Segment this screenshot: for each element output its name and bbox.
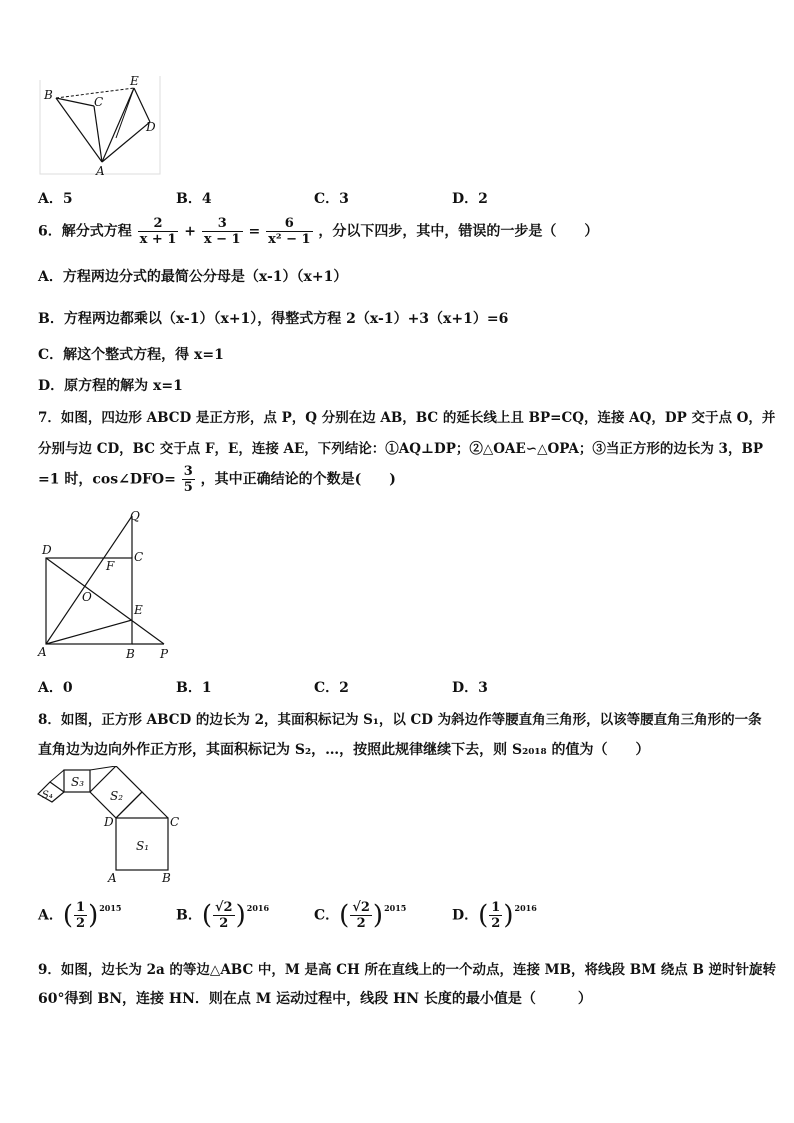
- q6-option-a: A．方程两边分式的最简公分母是（x-1）（x+1）: [38, 269, 348, 285]
- q6-plus: +: [184, 223, 196, 240]
- q6-option-d: D．原方程的解为 x=1: [38, 378, 183, 394]
- q6-equals: =: [248, 223, 261, 240]
- q7-figure: [34, 506, 184, 662]
- q6-fraction-1: $\frac{2}{x + 1}$: [139, 216, 177, 247]
- q5-option-b: B．4: [176, 191, 212, 207]
- q7-label-f: F: [106, 559, 115, 573]
- q5-label-b: B: [44, 88, 53, 102]
- q8-label-s3: S₃: [71, 775, 85, 789]
- q9-line-2: 60°得到 BN，连接 HN．则在点 M 运动过程中，线段 HN 长度的最小值是（ ）: [38, 991, 592, 1007]
- q7-label-b: B: [126, 647, 135, 661]
- q6-option-b: B．方程两边都乘以（x-1）（x+1），得整式方程 2（x-1）+3（x+1）=6: [38, 311, 509, 327]
- q8-label-d: D: [104, 815, 114, 829]
- q6-stem-prefix: 6．解分式方程: [38, 223, 132, 240]
- q7-line-3: [38, 464, 396, 495]
- q6-fraction-3: $\frac{6}{\text{x² − 1}}$: [268, 216, 311, 247]
- q8-label-s4: S₄: [42, 790, 53, 801]
- q7-line-3-prefix: =1 时，cos∠DFO=: [38, 471, 176, 488]
- q6-option-c: C．解这个整式方程，得 x=1: [38, 347, 224, 363]
- q8-label-s1: S₁: [136, 839, 150, 853]
- q5-figure: [36, 72, 162, 178]
- q8-label-a: A: [108, 871, 117, 885]
- q8-label-b: B: [162, 871, 171, 885]
- q8-option-c: C．( $\frac{√2}{2}$ )$^{2015}$: [314, 900, 407, 931]
- q8-option-a: A．( $\frac{1}{2}$ )$^{2015}$: [38, 900, 122, 931]
- q5-option-d: D．2: [452, 191, 488, 207]
- q7-fraction: $\frac{3}{5}$: [183, 464, 193, 495]
- q8-line-2: 直角边为边向外作正方形，其面积标记为 S₂，…，按照此规律继续下去，则 S₂₀₁₈ 的值为（ ）: [38, 742, 650, 758]
- q8-option-d: D．( $\frac{1}{2}$ )$^{2016}$: [452, 900, 537, 931]
- q8-figure: [34, 766, 184, 888]
- q7-label-a: A: [38, 645, 47, 659]
- q5-option-c: C．3: [314, 191, 349, 207]
- q8-label-s2: S₂: [110, 789, 124, 803]
- q7-line-2: 分别与边 CD，BC 交于点 F，E，连接 AE，下列结论：①AQ⊥DP；②△OAE∽△OPA；③当正方形的边长为 3，BP: [38, 441, 764, 457]
- q7-label-c: C: [134, 550, 144, 564]
- q7-label-p: P: [160, 647, 169, 661]
- q7-line-1: 7．如图，四边形 ABCD 是正方形，点 P，Q 分别在边 AB，BC 的延长线上且 BP=CQ，连接 AQ，DP 交于点 O，并: [38, 410, 776, 426]
- q8-label-c: C: [170, 815, 180, 829]
- q7-label-e: E: [134, 603, 143, 617]
- q5-label-c: C: [94, 95, 104, 109]
- q5-label-d: D: [146, 120, 156, 134]
- q7-label-o: O: [82, 590, 92, 604]
- q7-option-a: A．0: [38, 680, 73, 696]
- q6-fraction-2: $\frac{3}{x - 1}$: [203, 216, 241, 247]
- q5-option-a: A．5: [38, 191, 73, 207]
- q7-option-c: C．2: [314, 680, 349, 696]
- q7-label-d: D: [42, 543, 52, 557]
- q8-option-b: B．( $\frac{√2}{2}$ )$^{2016}$: [176, 900, 270, 931]
- q8-line-1: 8．如图，正方形 ABCD 的边长为 2，其面积标记为 S₁，以 CD 为斜边作等腰直角三角形，以该等腰直角三角形的一条: [38, 712, 762, 728]
- q7-option-b: B．1: [176, 680, 212, 696]
- q5-label-a: A: [96, 164, 105, 178]
- q7-line-3-suffix: ，其中正确结论的个数是( ): [200, 471, 396, 488]
- q6-stem-suffix: ，分以下四步，其中，错误的一步是（ ）: [318, 223, 599, 240]
- q6-stem: [38, 216, 598, 247]
- q7-label-q: Q: [130, 509, 140, 523]
- q9-line-1: 9．如图，边长为 2a 的等边△ABC 中，M 是高 CH 所在直线上的一个动点，连接 MB，将线段 BM 绕点 B 逆时针旋转: [38, 962, 777, 978]
- q5-label-e: E: [130, 74, 139, 88]
- q7-option-d: D．3: [452, 680, 488, 696]
